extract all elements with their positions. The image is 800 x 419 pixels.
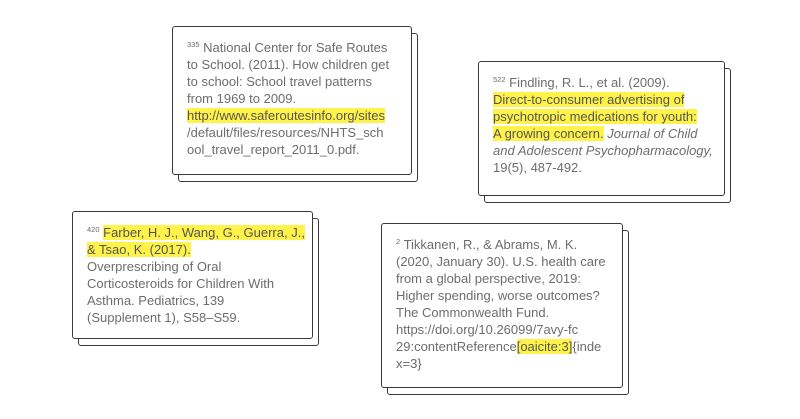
citation-card-2: [478, 61, 731, 203]
highlighted-title: psychotropic medications for youth:: [493, 109, 697, 124]
citation-card-4: [381, 223, 629, 395]
footnote-number: 522: [493, 75, 506, 84]
citation-text: $^{522}$ Findling, R. L., et al. (2009). Direct-to-consumer advertising of psychotropic medications for youth: A growing concern. Journal of Child and Adolescent Psychopharmacology, 19(5), 487-492.: [493, 75, 713, 175]
citation-card-3: [72, 211, 319, 346]
highlighted-url: http://www.saferoutesinfo.org/sites: [187, 108, 385, 123]
card-front: [381, 223, 623, 388]
citation-text: $^{420}$ Farber, H. J., Wang, G., Guerra, J., & Tsao, K. (2017). Overprescribing of Oral Corticosteroids for Children With Asthma. Pediatrics, 139 (Supplement 1), S58–S59.: [87, 225, 305, 325]
highlighted-title: Direct-to-consumer advertising of: [493, 92, 685, 107]
footnote-number: 2: [396, 237, 401, 246]
citation-text: $^{335}$ National Center for Safe Routes to School. (2011). How children get to school: School travel patterns from 1969 to 2009. http://www.saferoutesinfo.org/sites /default/files/resources/NHTS_sch ool_travel_report_2011_0.pdf.: [187, 40, 390, 157]
card-front: [72, 211, 313, 339]
footnote-number: 335: [187, 40, 200, 49]
footnote-number: 420: [87, 225, 100, 234]
card-front: [172, 26, 412, 175]
highlighted-authors: & Tsao, K. (2017).: [87, 242, 191, 257]
highlighted-title: A growing concern.: [493, 126, 604, 141]
citation-text: $^2$ Tikkanen, R., & Abrams, M. K. (2020, January 30). U.S. health care from a global perspective, 2019: Higher spending, worse outcomes? The Commonwealth Fund. https://doi.org/10.26099/7avy-fc 29:contentReference[oaicite:3]{inde x=3}: [396, 237, 606, 371]
citation-card-1: [172, 26, 418, 182]
highlighted-authors: Farber, H. J., Wang, G., Guerra, J.,: [103, 225, 305, 240]
highlighted-token: [oaicite:3]: [516, 339, 573, 354]
card-front: [478, 61, 725, 196]
